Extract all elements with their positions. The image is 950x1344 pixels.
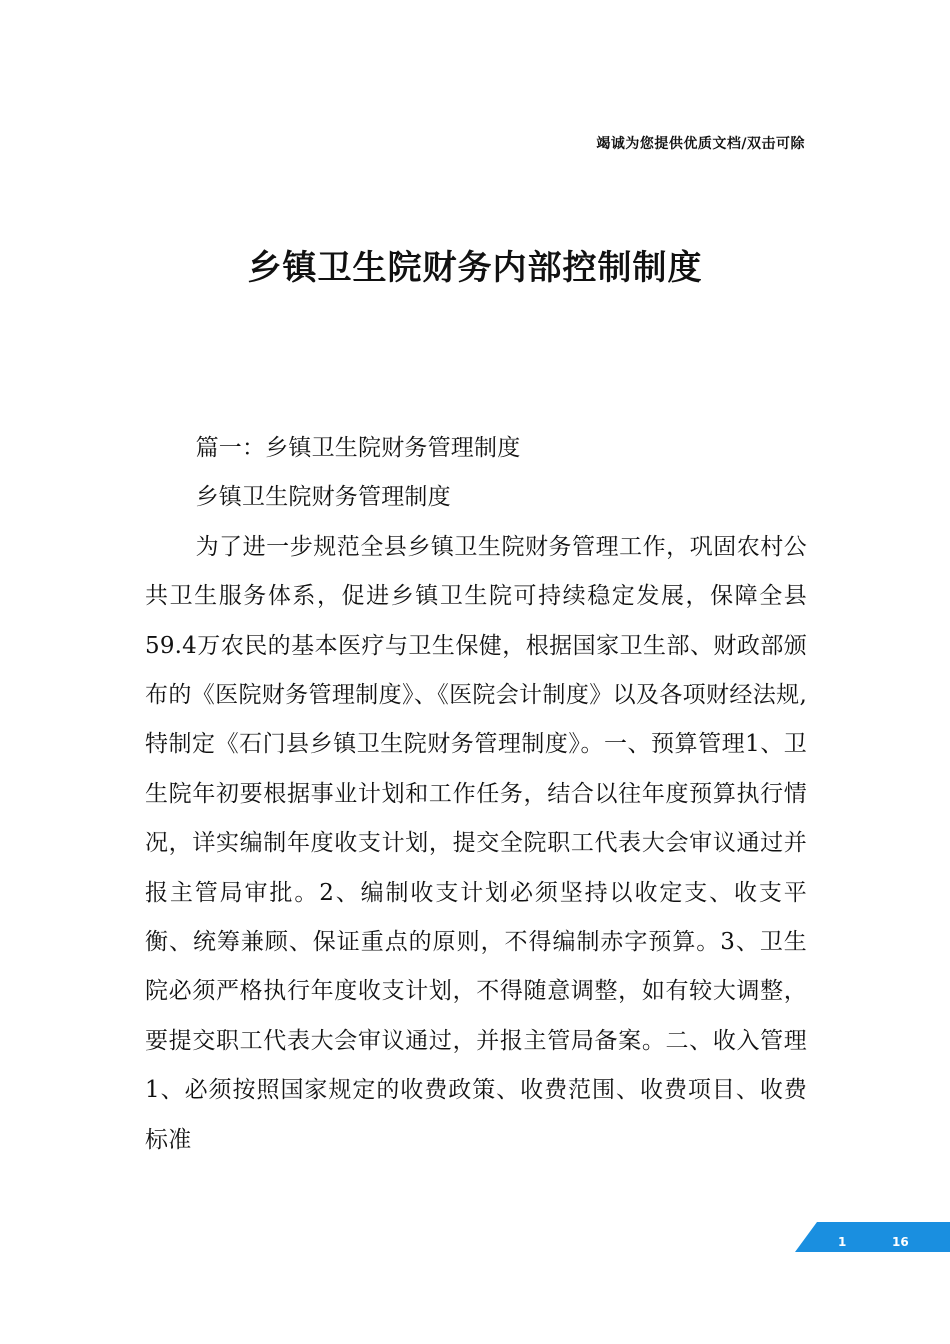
section-heading: 篇一：乡镇卫生院财务管理制度 (195, 435, 521, 461)
body-paragraph: 为了进一步规范全县乡镇卫生院财务管理工作，巩固农村公共卫生服务体系，促进乡镇卫生院可持续稳定发展，保障全县59.4万农民的基本医疗与卫生保健，根据国家卫生部、财政部颁布的《医院财务管理制度》、《医院会计制度》以及各项财经法规,特制定《石门县乡镇卫生院财务管理制度》。一、预算管理1、卫生院年初要根据事业计划和工作任务，结合以往年度预算执行情况，详实编制年度收支计划，提交全院职工代表大会审议通过并报主管局审批。2、编制收支计划必须坚持以收定支、收支平衡、统筹兼顾、保证重点的原则，不得编制赤字预算。3、卫生院必须严格执行年度收支计划，不得随意调整，如有较大调整，要提交职工代表大会审议通过，并报主管局备案。二、收入管理 1、必须按照国家规定的收费政策、收费范围、收费项目、收费标准 (145, 533, 807, 1153)
current-page-number: 1 (838, 1235, 847, 1249)
page-number-banner (795, 1222, 950, 1252)
document-title: 乡镇卫生院财务内部控制制度 (247, 248, 703, 288)
total-pages-number: 16 (892, 1235, 909, 1249)
document-body (145, 424, 807, 1165)
subsection-heading: 乡镇卫生院财务管理制度 (195, 484, 451, 511)
header-note: 竭诚为您提供优质文档/双击可除 (596, 136, 805, 152)
banner-shape (795, 1222, 950, 1252)
